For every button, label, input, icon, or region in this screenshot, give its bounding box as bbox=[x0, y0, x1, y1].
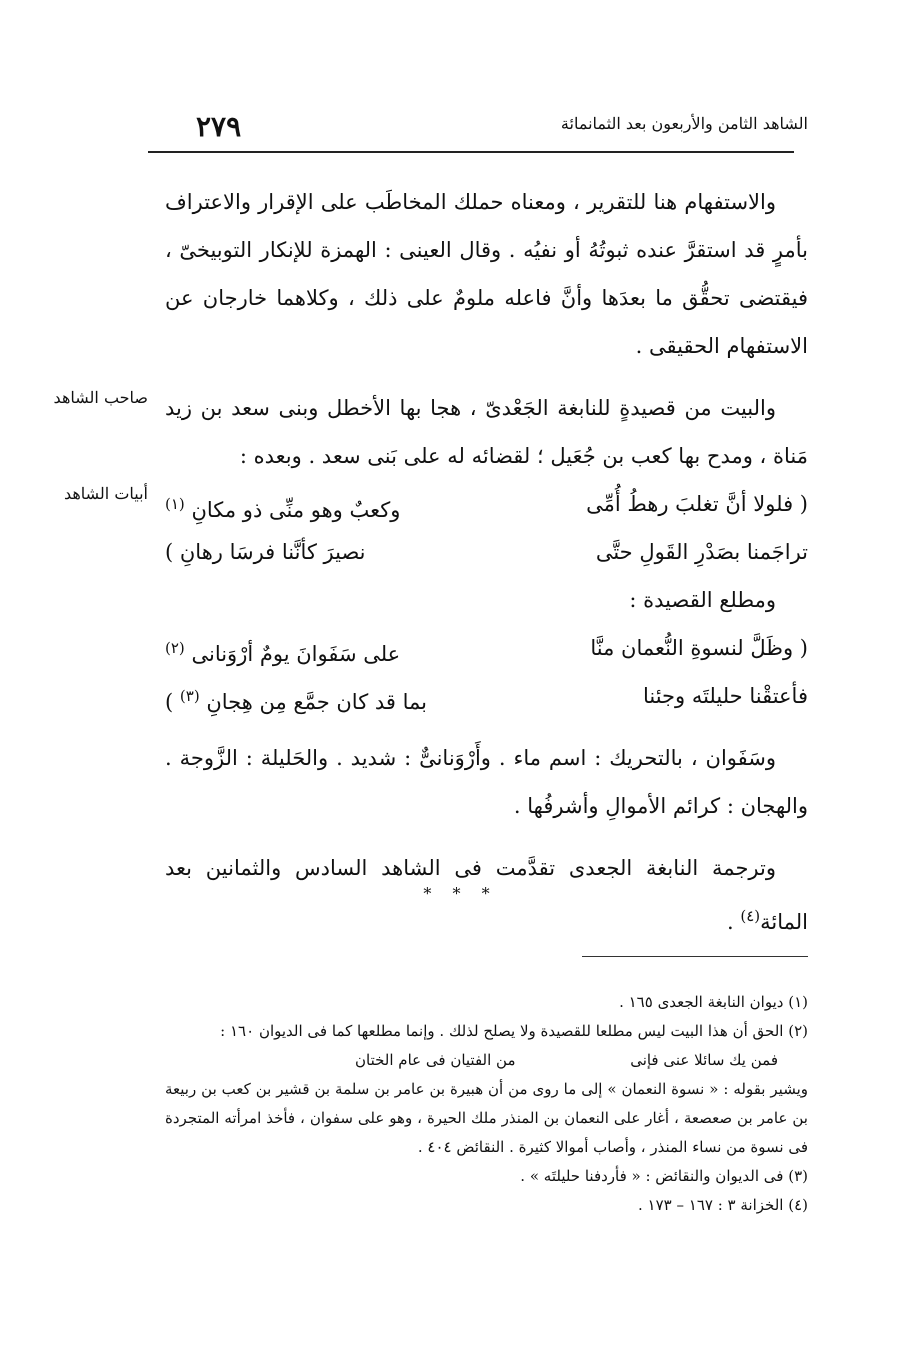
running-title: الشاهد الثامن والأربعون بعد الثمانمائة bbox=[560, 114, 808, 133]
margin-note-verses: أبيات الشاهد bbox=[63, 484, 148, 503]
paragraph-biography: وترجمة النابغة الجعدى تقدَّمت فى الشاهد السادس والثمانين بعد المائة$^{(٤)}$ . bbox=[165, 856, 808, 934]
matla-intro: ومطلع القصيدة : bbox=[629, 588, 776, 612]
footnote-rule bbox=[582, 956, 808, 957]
footnote: (٢) الحق أن هذا البيت ليس مطلعا للقصيدة ولا يصلح لذلك . وإنما مطلعها كما فى الديوان ١٦٠ : bbox=[220, 1022, 808, 1040]
margin-note-author: صاحب الشاهد bbox=[53, 388, 148, 407]
verse-hemistich: فأعتقْنا حليلتَه وجئنا bbox=[642, 684, 808, 708]
verse-hemistich: ( فلولا أنَّ تغلبَ رهطُ أُمِّى bbox=[586, 492, 808, 516]
verse-line bbox=[165, 528, 808, 576]
footnote-continuation: ويشير بقوله : « نسوة النعمان » إلى ما روى من أن هبيرة بن عامر بن سلمة بن قشير بن كعب بن ربيعة بن عامر بن صعصعة ، أغار على النعمان بن المنذر ملك الحيرة ، وهو على سفوان ، فأخذ امرأته المتجردة فى نسوة من نساء المنذر ، وأصاب أموالا كثيرة . النقائض ٤٠٤ . bbox=[165, 1080, 808, 1156]
main-text bbox=[165, 178, 808, 946]
verse-line bbox=[165, 624, 808, 672]
verse-hemistich: نصيرَ كأنَّنا فرسَا رهانِ ) bbox=[165, 540, 366, 564]
paragraph-glossary: وسَفَوان ، بالتحريك : اسم ماء . وأَرْوَنانىٌّ : شديد . والحَليلة : الزَّوجة . والهجان : كرائم الأموالِ وأشرفُها . bbox=[165, 746, 808, 818]
footnotes bbox=[165, 988, 808, 1220]
footnote-ref: (٢) bbox=[165, 639, 185, 657]
verse-line bbox=[165, 672, 808, 720]
paragraph-istifham: والاستفهام هنا للتقرير ، ومعناه حملك المخاطَب على الإقرار والاعتراف بأمرٍ قد استقرَّ عنده ثبوتُهُ أو نفيُه . وقال العينى : الهمزة للإنكار التوبيخىّ ، فيقتضى تحقُّق ما بعدَها وأنَّ فاعله ملومٌ على ذلك ، وكلاهما خارجان عن الاستفهام الحقيقى . bbox=[165, 190, 808, 358]
header-rule bbox=[148, 151, 794, 153]
footnote-verse bbox=[165, 1046, 808, 1075]
footnote: (١) ديوان النابغة الجعدى ١٦٥ . bbox=[619, 993, 808, 1011]
verse-hemistich: على سَفَوانَ يومٌ أرْوَنانى $^{(٢)}$ bbox=[165, 639, 401, 666]
page-header bbox=[148, 112, 808, 152]
footnote: (٤) الخزانة ٣ : ١٦٧ – ١٧٣ . bbox=[638, 1196, 808, 1214]
verse-hemistich: ( وظَلَّ لنسوةِ النُّعمان منَّا bbox=[590, 636, 808, 660]
verse-hemistich: وكعبٌ وهو منِّى ذو مكانِ $^{(١)}$ bbox=[165, 495, 401, 522]
footnote-ref: (٣) bbox=[179, 687, 200, 705]
footnote: (٣) فى الديوان والنقائض : « فأردفنا حليلتَه » . bbox=[520, 1167, 808, 1185]
verse-hemistich: بما قد كان جمَّع مِن هِجانِ $^{(٣)}$ ) bbox=[165, 687, 427, 714]
verse-hemistich: فمن يك سائلا عنى فإنى bbox=[630, 1051, 778, 1069]
paragraph-source: والبيت من قصيدةٍ للنابغة الجَعْدىّ ، هجا بها الأخطل وبنى سعد بن زيد مَناة ، ومدح بها كعب بن جُعَيل ؛ لقضائه له على بَنى سعد . وبعده : bbox=[165, 396, 808, 468]
footnote-ref: (١) bbox=[165, 495, 185, 513]
verse-hemistich: تراجَمنا بصَدْرِ القَولِ حتَّى bbox=[595, 540, 808, 564]
verse-hemistich: من الفتيان فى عام الختان bbox=[355, 1051, 516, 1069]
page-number: ٢٧٩ bbox=[196, 110, 242, 143]
section-separator: * * * bbox=[423, 884, 498, 903]
verse-line bbox=[165, 480, 808, 528]
footnote-ref: (٤) bbox=[740, 907, 761, 925]
